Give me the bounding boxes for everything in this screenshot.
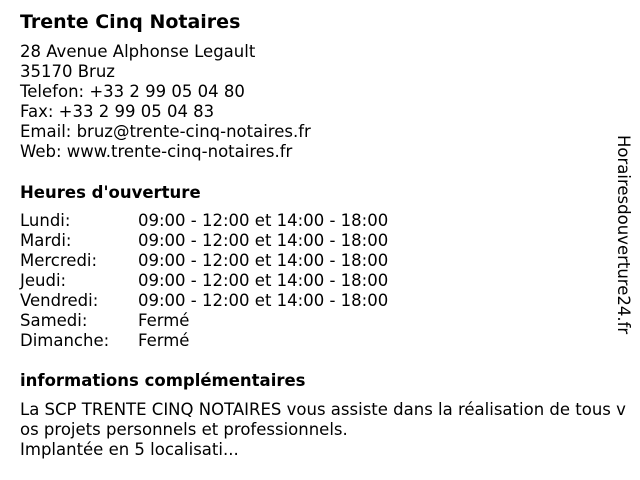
hours-row-sunday	[20, 331, 630, 351]
address-line-2: 35170 Bruz	[20, 62, 115, 81]
web-line: Web: www.trente-cinq-notaires.fr	[20, 142, 293, 161]
day-hours: 09:00 - 12:00 et 14:00 - 18:00	[138, 291, 389, 310]
day-label: Samedi:	[20, 311, 88, 330]
hours-row-thursday	[20, 271, 630, 291]
opening-hours-table	[20, 211, 630, 351]
hours-row-tuesday	[20, 231, 630, 251]
day-hours: 09:00 - 12:00 et 14:00 - 18:00	[138, 271, 389, 290]
site-watermark: Horairesdouverture24.fr	[614, 135, 633, 335]
phone-line: Telefon: +33 2 99 05 04 80	[20, 82, 245, 101]
day-label: Mardi:	[20, 231, 72, 250]
day-label: Vendredi:	[20, 291, 99, 310]
business-name: Trente Cinq Notaires	[20, 11, 241, 33]
day-hours: 09:00 - 12:00 et 14:00 - 18:00	[138, 231, 389, 250]
opening-hours-heading: Heures d'ouverture	[20, 183, 201, 202]
day-label: Mercredi:	[20, 251, 98, 270]
fax-line: Fax: +33 2 99 05 04 83	[20, 102, 215, 121]
hours-row-wednesday	[20, 251, 630, 271]
email-line: Email: bruz@trente-cinq-notaires.fr	[20, 122, 311, 141]
hours-row-monday	[20, 211, 630, 231]
additional-info-heading: informations complémentaires	[20, 371, 306, 390]
business-listing	[20, 10, 630, 460]
day-label: Lundi:	[20, 211, 71, 230]
day-label: Dimanche:	[20, 331, 110, 350]
day-hours: 09:00 - 12:00 et 14:00 - 18:00	[138, 211, 389, 230]
day-hours: 09:00 - 12:00 et 14:00 - 18:00	[138, 251, 389, 270]
day-label: Jeudi:	[20, 271, 67, 290]
address-line-1: 28 Avenue Alphonse Legault	[20, 42, 256, 61]
day-hours: Fermé	[138, 311, 190, 330]
day-hours: Fermé	[138, 331, 190, 350]
hours-row-friday	[20, 291, 630, 311]
hours-row-saturday	[20, 311, 630, 331]
additional-info-text: La SCP TRENTE CINQ NOTAIRES vous assiste dans la réalisation de tous vos projets personnels et professionnels.	[20, 400, 626, 439]
additional-info-truncated: Implantée en 5 localisati...	[20, 440, 239, 459]
